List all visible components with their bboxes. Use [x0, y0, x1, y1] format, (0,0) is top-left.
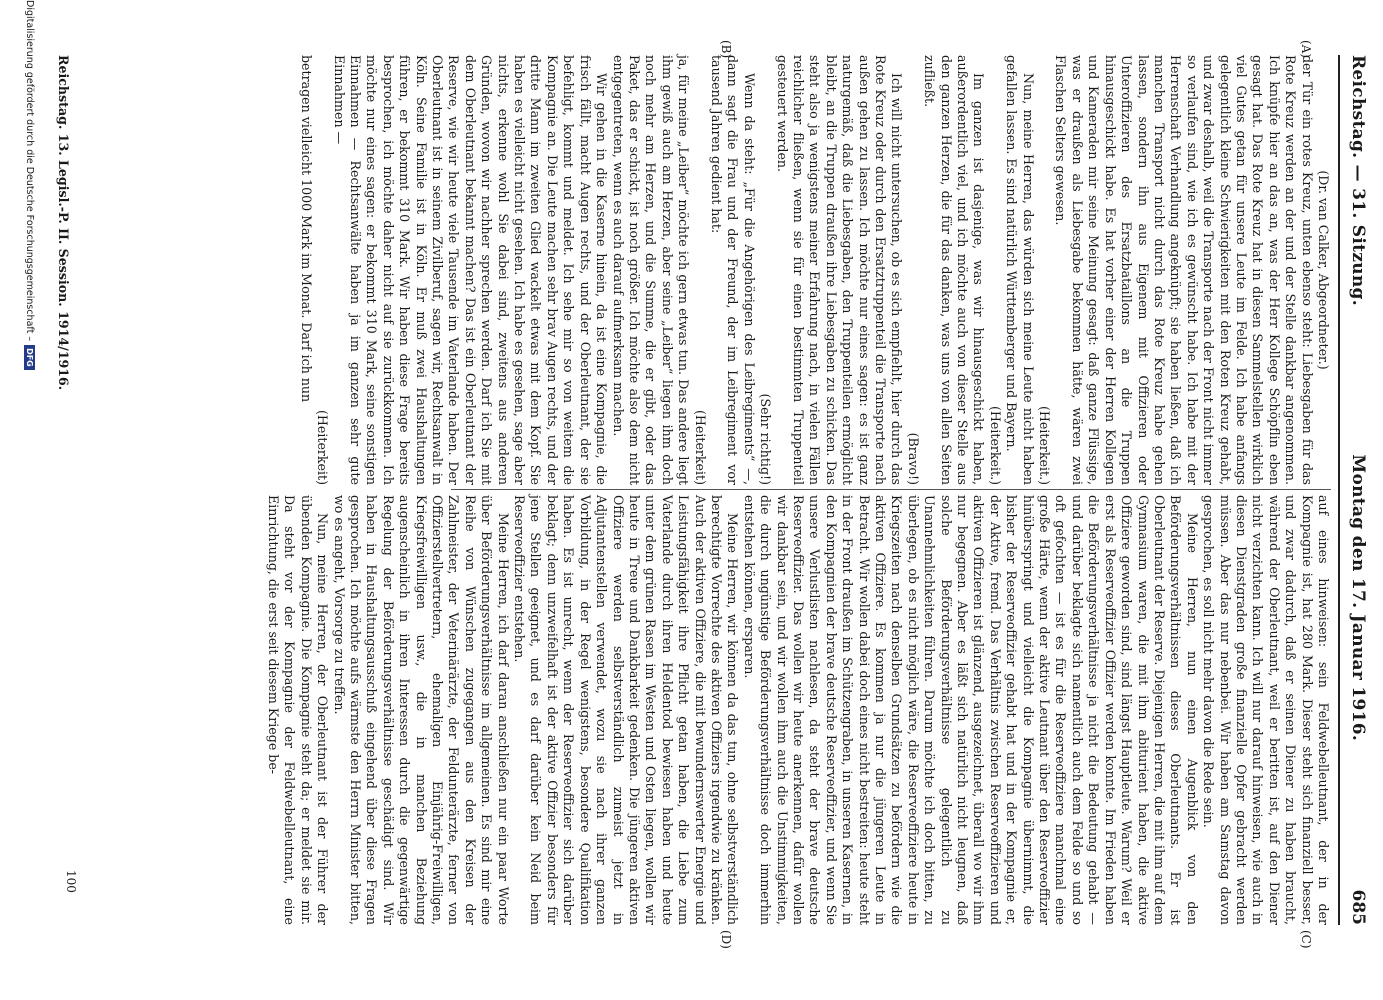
paragraph: Im ganzen ist dasjenige, was wir hinausgeschickt haben, außerordentlich viel, und ich möchte auch von dieser Stelle aus den ganzen Herzen, die für das danken, was uns von allen Seiten zufließt. [922, 55, 987, 485]
dfg-logo: DFG [25, 345, 36, 370]
paragraph: Wir gehen in die Kaserne hinein, da ist eine Kompagnie, die frisch fällt, macht Augen rechts, und der Oberleutnant, der sie befehligt, kommt und meldet. Ich sehe mir so von weitem die Kompagnie an. Die Leute machen sehr brav Augen rechts, und der dritte Mann im zweiten Glied wackelt etwas mit dem Kopf. Sie haben es vielleicht nicht gesehen. Ich habe es gesehen, sage aber nichts, erkenne wohl Sie dabei sind, zweitens aus anderen Gründen, wovon wir nachher sprechen werden. Darf ich Sie mit dem Oberleutnant bekannt machen? Das ist ein Oberleutnant der Reserve, wie wir heute viele Tausende im Vaterlande haben. Der Oberleutnant ist in seinem Zivilberuf, sagen wir, Rechtsanwalt in Köln. Seine Familie ist in Köln. Er muß zwei Haushaltungen führen, er bekommt 310 Mark. Wir haben diese Frage bereits besprochen, ich möchte daher nicht auf sie zurückkommen. Ich möchte nur eines sagen: er bekommt 310 Mark, seine sonstigen Einnahmen — Rechtsanwälte haben ja im ganzen sehr gute Einnahmen — [331, 55, 610, 485]
interjection: (Heiterkeit.) [987, 406, 1003, 485]
paragraph: Meine Herren, nun einen Augenblick von den Beförderungsverhältnissen dieses Oberleutnants. Er ist Oberleutnant der Reserve. Diejenigen Herren, die mit ihm auf dem Gymnasium waren, die mit ihm abiturient haben, die aktive Offiziere geworden sind, sind längst Hauptleute. Warum? Weil er erst als Reserveoffizier Offizier werden konnte. Im Frieden haben die Beförderungsverhältnisse ja nicht die Bedeutung gehabt — und darüber beklagte sich namentlich auch dem Felde so und so oft gefochten — ist es für die Reserveoffiziere manchmal eine große Härte, wenn der aktive Leutnant über den Reserveoffizier hinüberspringt und vielleicht die Kompagnie übernimmt, die bisher der Reserveoffizier gehabt hat und in der Kompagnie er, der Aktive, fremd. Das Verhältnis zwischen Reserveoffizieren und aktiven Offizieren ist glänzend, ausgezeichnet, überall wo wir ihm nur begegnen. Aber es läßt sich natürlich nicht leugnen, daß solche Beförderungsverhältnisse gelegentlich zu Unannehmlichkeiten führen. Darum möchte ich doch bitten, zu überlegen, ob es nicht möglich wäre, die Reserveoffiziere heute in Kriegszeiten nach denselben Grundsätzen zu befördern wie die aktiven Offiziere. Es kommen ja nur die jüngeren Leute in Betracht. Wir wollen dabei doch eines nicht bestreiten: heute steht in der Front draußen im Schützengraben, in unseren Kasernen, in den Kompagnien der brave deutsche Reserveoffizier, und wenn Sie unsere Verlustlisten nachlesen, da steht der brave deutsche Reserveoffizier. Das wollen wir heute anerkennen, dafür wollen wir dankbar sein, und wir wollen ihm auch die Unstimmigkeiten, die durch ungünstige Beförderungsverhältnisse doch immerhin entstehen können, ersparen. [741, 495, 1200, 925]
paragraph: auf eines hinweisen: sein Feldwebelleutnant, der in der Kompagnie ist, hat 280 Mark. Dieser steht sich finanziell besser, und zwar dadurch, daß er seinen Diener zu haben braucht, während der Oberleutnant, weil er beritten ist, auf den Diener nicht verzichten kann. Ich will nur darauf hinweisen, wie auch in diesen Dienstgraden große finanzielle Opfer gebracht werden müssen. Aber das nur nebenbei. Wir haben am Samstag davon gesprochen, es soll nicht mehr davon die Rede sein. [1201, 495, 1331, 925]
left-column [297, 55, 1331, 485]
interjection: (Heiterkeit.) [1037, 406, 1053, 485]
margin-mark-a: (A) [1299, 40, 1313, 59]
footer [55, 55, 71, 485]
paragraph: betragen vielleicht 1000 Mark im Monat. Darf ich nun [298, 55, 314, 403]
signature-number: 100 [64, 870, 78, 893]
header-date: Montag den 17. Januar 1916. [1348, 454, 1368, 742]
paragraph: Ich will nicht untersuchen, ob es sich empfiehlt, hier durch das Rote Kreuz oder durch den Ersatztruppenteil die Transporte nach außen gehen zu lassen. Ich möchte nur eines sagen: es ist ganz naturgemäß, daß die Liebesgaben, den Truppenteilen ermöglicht bleibt, an die Truppen draußen ihre Liebesgaben zu schicken. Das steht also ja wenigstens meiner Erfahrung nach, in vielen Fällen reichlicher fließen, wenn sie für einen bestimmten Truppenteil gesteuert werden. [774, 55, 905, 485]
digitization-note-text: Digitalisierung gefördert durch die Deutsche Forschungsgemeinschaft – [24, 0, 36, 342]
paragraph: ja, für meine „Leiber“ möchte ich gern etwas tun. Das andere liegt ihm gewiß auch am Herzen, aber seine „Leiber“ liegen ihm doch noch mehr am Herzen, und die Summe, die er gibt, oder das Paket, das er schickt, ist noch größer. Ich möchte also dem nicht entgegentreten, wenn es auch darauf aufmerksam machen. [610, 55, 692, 485]
page-header [1338, 55, 1376, 925]
interjection: (Heiterkeit) [315, 410, 331, 485]
footer-text: Reichstag. 13. Legisl.-P. II. Session. 1914/1916. [56, 55, 71, 391]
paragraph: Meine Herren, ich darf daran anschließen nur ein paar Worte über Beförderungsverhältnisse im allgemeinen. Es sind mir eine Reihe von Wünschen zugegangen aus den Kreisen der Zahlmeister, der Veterinärärzte, der Feldunterärzte, ferner von Offizierstellvertretern, ehemaligen Einjährig-Freiwilligen, Kriegsfreiwilligen usw., die in manchen Beziehung augenscheinlich in ihren Interessen durch die gegenwärtige Regelung der Beförderungsverhältnisse geschädigt sind. Wir haben in Haushaltungsausschuß eingehend über diese Fragen gesprochen. Ich möchte aufs wärmste den Herrn Minister bitten, wo es angeht, Vorsorge zu treffen. [331, 495, 511, 925]
paragraph: Nun, meine Herren, der Oberleutnant ist der Führer der übenden Kompagnie. Die Kompagnie steht da; er meldet sie mir. Da steht vor der Kompagnie der Feldwebelleutnant, eine Einrichtung, die erst seit diesem Kriege be- [266, 495, 331, 925]
column-divider [451, 489, 1331, 490]
right-column [265, 495, 1331, 925]
interjection: (Bravo!) [905, 432, 921, 485]
speaker-line: (Dr. van Calker, Abgeordneter.) [1316, 170, 1331, 370]
paragraph: der Tür ein rotes Kreuz, unten ebenso steht: Liebesgaben für das Rote Kreuz werden an der und der Stelle dankbar angenommen. Ich knüpfe hier an das an, was der Herr Kollege Schöpflin eben gesagt hat. Das Rote Kreuz hat in diesen Sammelstellen wirklich viel Gutes getan für unsere Leute im Felde. Ich habe anfangs gelegentlich kleine Schwierigkeiten mit den Roten Kreuz gehabt, und zwar deshalb, weil die Transporte nach der Front nicht immer so verlaufen sind, wie ich es gewünscht habe. Ich habe mit der Herrenschaft Verhandlung angeknüpft; sie haben ließen, daß ich manchen Transport nicht durch das Rote Kreuz habe gehen lassen, sondern ihn aus Eigenem mit Offizieren oder Unteroffizieren des Ersatzbataillons an die Truppen hinausgeschickt habe. Es hat vorher einer der Herren Kollegen und Kameraden mir seine Meinung gesagt: daß ganze Flüssige, was er draußen als Liebesgabe bekommen hätte, wären zwei Flaschen Selters gewesen. [1053, 55, 1315, 485]
paragraph: Meine Herren, wir können da das tun, ohne selbstverständlich berechtigte Vorrechte des aktiven Offiziers irgendwie zu kränken. Auch der aktiven Offiziere, die mit bewundernswerter Energie und Leistungsfähigkeit ihre Pflicht getan haben, die Liebe zum Vaterlande durch ihren Heldentod bewiesen haben und heute unter dem grünen Rasen im Westen und Osten liegen, wollen wir heute in Treue und Dankbarkeit gedenken. Die jüngeren aktiven Offiziere werden selbstverständlich zumeist jetzt in Adjutantenstellen verwendet, wozu sie nach ihrer ganzen Vorbildung, in der Regel wenigstens, besondere Qualifikation haben. Es ist unrecht, wenn der Reserveoffizier sich darüber beklagt; denn unzweifelhaft ist der aktive Offizier besonders für jene Stellen geeignet, und es darf darüber kein Neid beim Reserveoffizier entstehen. [512, 495, 741, 925]
digitization-note [22, 0, 38, 1000]
header-page-number: 685 [1348, 889, 1368, 925]
margin-mark-c: (C) [1299, 930, 1313, 949]
header-title: Reichstag. — 31. Sitzung. [1348, 55, 1368, 306]
paragraph: Wenn da steht: „Für die Angehörigen des Leibregiments“ —, dann sagt die Frau und der Freund, der im Leibregiment vor tausend Jahren gedient hat: [708, 55, 757, 485]
paragraph: Nun, meine Herren, das würden sich meine Leute nicht haben gefallen lassen. Es sind natürlich Württemberger und Bayern. [1004, 55, 1036, 485]
interjection: (Sehr richtig!) [758, 393, 774, 485]
interjection: (Heiterkeit) [692, 410, 708, 485]
margin-mark-b: (B) [719, 40, 733, 59]
margin-mark-d: (D) [719, 930, 733, 949]
